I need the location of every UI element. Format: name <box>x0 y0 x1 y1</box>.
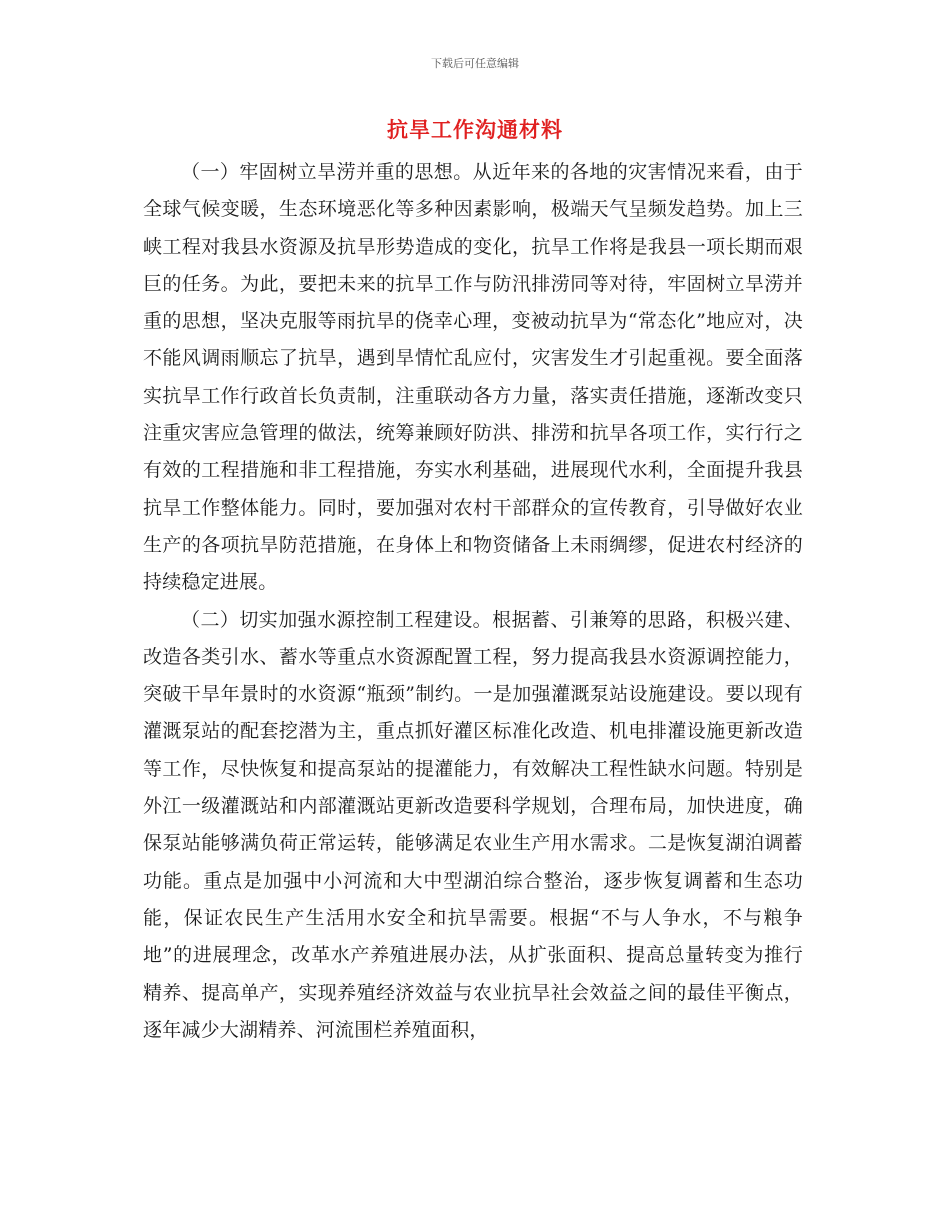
paragraph-2: （二）切实加强水源控制工程建设。根据蓄、引兼筹的思路，积极兴建、改造各类引水、蓄水等重点水资源配置工程，努力提高我县水资源调控能力，突破干旱年景时的水资源“瓶颈”制约。一是加强灌溉泵站设施建设。要以现有灌溉泵站的配套挖潜为主，重点抓好灌区标准化改造、机电排灌设施更新改造等工作，尽快恢复和提高泵站的提灌能力，有效解决工程性缺水问题。特别是外江一级灌溉站和内部灌溉站更新改造要科学规划，合理布局，加快进度，确保泵站能够满负荷正常运转，能够满足农业生产用水需求。二是恢复湖泊调蓄功能。重点是加强中小河流和大中型湖泊综合整治，逐步恢复调蓄和生态功能，保证农民生产生活用水安全和抗旱需要。根据“不与人争水，不与粮争地”的进展理念，改革水产养殖进展办法，从扩张面积、提高总量转变为推行精养、提高单产，实现养殖经济效益与农业抗旱社会效益之间的最佳平衡点，逐年减少大湖精养、河流围栏养殖面积， <box>143 608 803 1041</box>
paragraph-1: （一）牢固树立旱涝并重的思想。从近年来的各地的灾害情况来看，由于全球气候变暖，生态环境恶化等多种因素影响，极端天气呈频发趋势。加上三峡工程对我县水资源及抗旱形势造成的变化，抗旱工作将是我县一项长期而艰巨的任务。为此，要把未来的抗旱工作与防汛排涝同等对待，牢固树立旱涝并重的思想，坚决克服等雨抗旱的侥幸心理，变被动抗旱为“常态化”地应对，决不能风调雨顺忘了抗旱，遇到旱情忙乱应付，灾害发生才引起重视。要全面落实抗旱工作行政首长负责制，注重联动各方力量，落实责任措施，逐渐改变只注重灾害应急管理的做法，统筹兼顾好防洪、排涝和抗旱各项工作，实行行之有效的工程措施和非工程措施，夯实水利基础，进展现代水利，全面提升我县抗旱工作整体能力。同时，要加强对农村干部群众的宣传教育，引导做好农业生产的各项抗旱防范措施，在身体上和物资储备上未雨绸缪，促进农村经济的持续稳定进展。 <box>143 161 803 594</box>
document-title: 抗旱工作沟通材料 <box>387 117 563 142</box>
document-body <box>143 154 803 1049</box>
header-note: 下载后可任意编辑 <box>431 57 519 70</box>
